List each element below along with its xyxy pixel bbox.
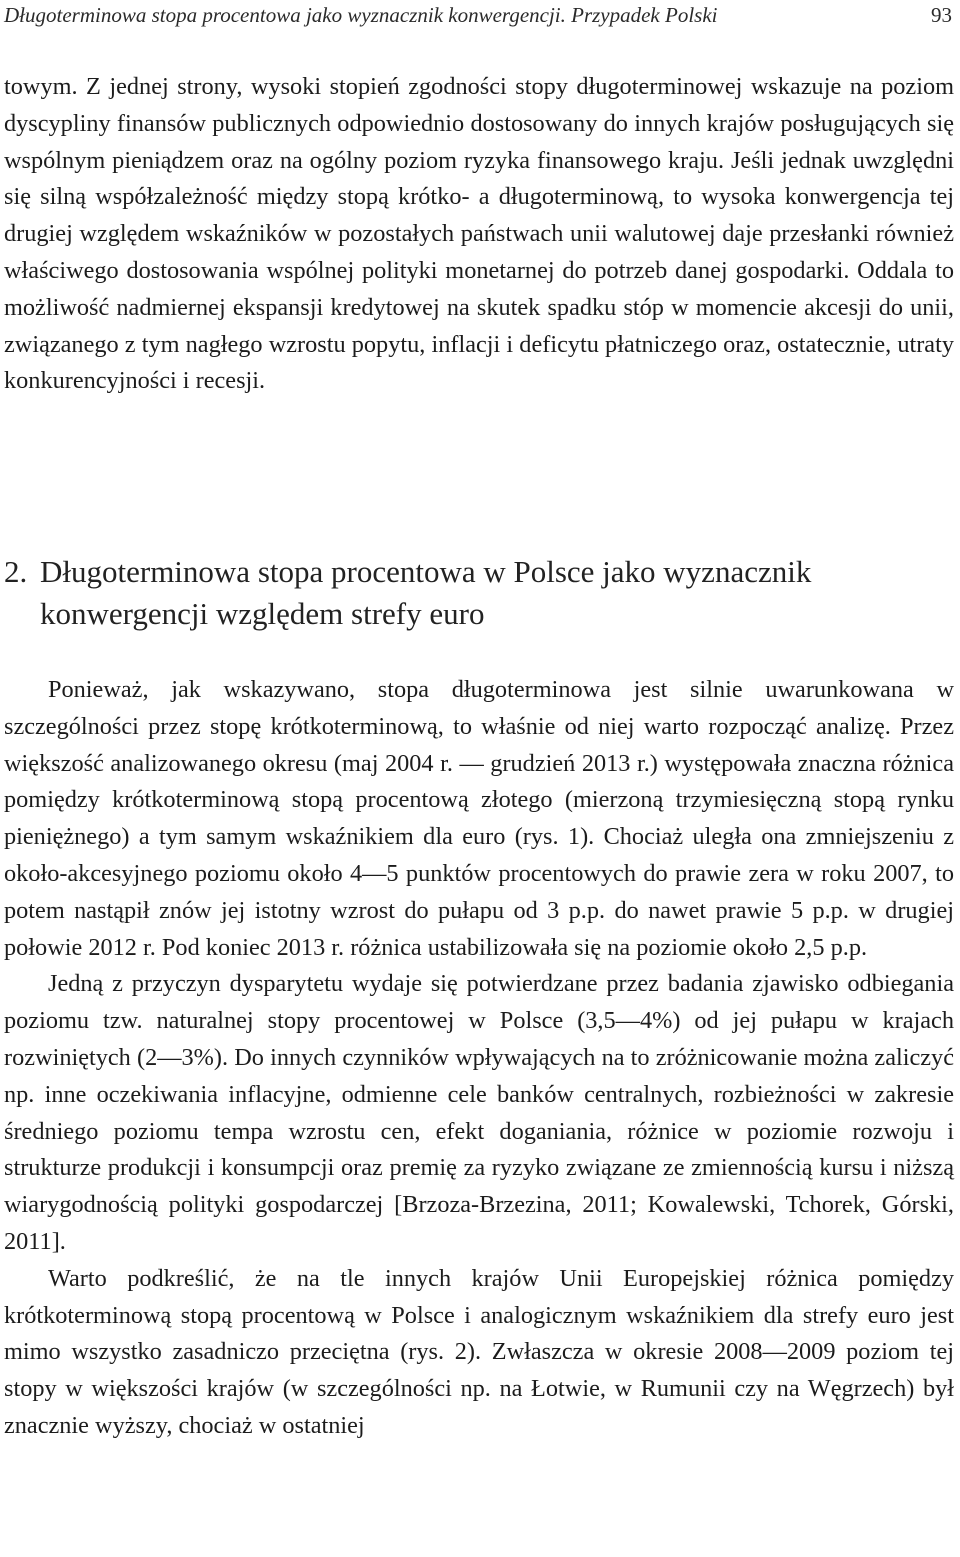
running-header (4, 0, 952, 34)
paragraph-1: Ponieważ, jak wskazywano, stopa długoterminowa jest silnie uwarunkowana w szczególności przez stopę krótkoterminową, to właśnie od niej warto rozpocząć analizę. Przez większość analizowanego okresu (maj 2004 r. — grudzień 2013 r.) występowała znaczna różnica pomiędzy krótkoterminową stopą procentową złotego (mierzoną trzymiesięczną stopą rynku pieniężnego) a tym samym wskaźnikiem dla euro (rys. 1). Chociaż uległa ona zmniejszeniu z około-akcesyjnego poziomu około 4—5 punktów procentowych do prawie zera w roku 2007, to potem nastąpił znów jej istotny wzrost do pułapu od 3 p.p. do nawet prawie 5 p.p. w drugiej połowie 2012 r. Pod koniec 2013 r. różnica ustabilizowała się na poziomie około 2,5 p.p. (4, 676, 954, 961)
intro-block (4, 69, 954, 400)
page-number: 93 (931, 3, 952, 27)
section-body (4, 672, 954, 1445)
section-title: Długoterminowa stopa procentowa w Polsce jako wyznacznik konwergencji względem strefy euro (40, 554, 812, 631)
section-heading (4, 551, 954, 635)
paragraph-3: Warto podkreślić, że na tle innych krajów Unii Europejskiej różnica pomiędzy krótkoterminową stopą procentową w Polsce i analogicznym wskaźnikiem dla strefy euro jest mimo wszystko zasadniczo przeciętna (rys. 2). Zwłaszcza w okresie 2008—2009 poziom tej stopy w większości krajów (w szczególności np. na Łotwie, w Rumunii czy na Węgrzech) był znacznie wyższy, chociaż w ostatniej (4, 1264, 954, 1439)
section-number: 2. (4, 554, 28, 589)
intro-paragraph: towym. Z jednej strony, wysoki stopień zgodności stopy długoterminowej wskazuje na poziom dyscypliny finansów publicznych odpowiednio dostosowany do innych krajów posługujących się wspólnym pieniądzem oraz na ogólny poziom ryzyka finansowego kraju. Jeśli jednak uwzględni się silną współzależność między stopą krótko- a długoterminową, to wysoka konwergencja tej drugiej względem wskaźników w pozostałych państwach unii walutowej daje przesłanki również właściwego dostosowania wspólnej polityki monetarnej do potrzeb danej gospodarki. Oddala to możliwość nadmiernej ekspansji kredytowej na skutek spadku stóp w momencie akcesji do unii, związanego z tym nagłego wzrostu popytu, inflacji i deficytu płatniczego oraz, ostatecznie, utraty konkurencyjności i recesji. (4, 73, 954, 395)
running-title: Długoterminowa stopa procentowa jako wyznacznik konwergencji. Przypadek Polski (4, 3, 718, 27)
paragraph-2: Jedną z przyczyn dysparytetu wydaje się potwierdzane przez badania zjawisko odbiegania poziomu tzw. naturalnej stopy procentowej w Polsce (3,5—4%) od jej pułapu w krajach rozwiniętych (2—3%). Do innych czynników wpływających na to zróżnicowanie można zaliczyć np. inne oczekiwania inflacyjne, odmienne cele banków centralnych, rozbieżności w zakresie średniego poziomu tempa wzrostu cen, efekt doganiania, różnice w poziomie rozwoju i strukturze produkcji i konsumpcji oraz premię za ryzyko związane ze zmiennością kursu i niższą wiarygodnością polityki gospodarczej [Brzoza-Brzezina, 2011; Kowalewski, Tchorek, Górski, 2011]. (4, 970, 954, 1255)
